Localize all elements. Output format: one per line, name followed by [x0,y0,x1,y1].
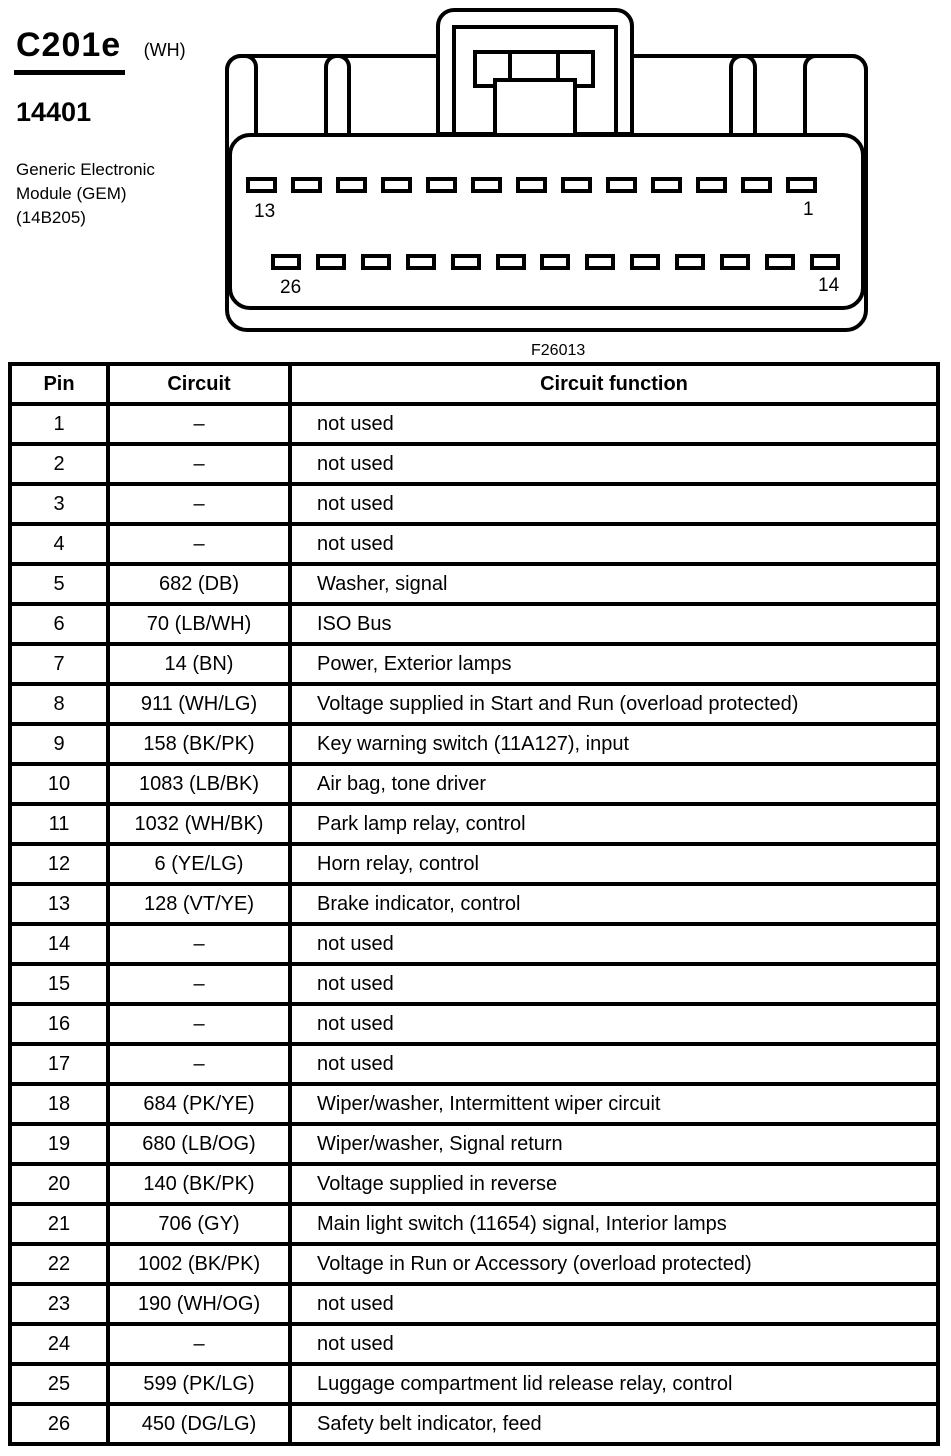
pin-cell: 16 [10,1004,108,1044]
pin-cell: 26 [10,1404,108,1444]
circuit-cell: – [108,964,290,1004]
pin-13-label: 13 [254,201,276,222]
function-cell: Voltage in Run or Accessory (overload protected) [290,1244,938,1284]
pin-cell: 4 [10,524,108,564]
circuit-cell: 140 (BK/PK) [108,1164,290,1204]
pin-slot [741,177,772,193]
table-row [10,604,938,644]
function-cell: Brake indicator, control [290,884,938,924]
pin-slot [585,254,615,270]
circuit-cell: 128 (VT/YE) [108,884,290,924]
circuit-cell: 190 (WH/OG) [108,1284,290,1324]
function-cell: Wiper/washer, Intermittent wiper circuit [290,1084,938,1124]
pin-slot [406,254,436,270]
function-cell: not used [290,1324,938,1364]
pin-cell: 21 [10,1204,108,1244]
pin-cell: 22 [10,1244,108,1284]
table-row [10,484,938,524]
pin-cell: 25 [10,1364,108,1404]
pin-slot [451,254,481,270]
circuit-cell: – [108,924,290,964]
pin-slot [810,254,840,270]
pin-slot [786,177,817,193]
circuit-cell: 680 (LB/OG) [108,1124,290,1164]
function-cell: Safety belt indicator, feed [290,1404,938,1444]
function-cell: not used [290,924,938,964]
circuit-cell: – [108,524,290,564]
circuit-cell: 450 (DG/LG) [108,1404,290,1444]
pin-slot [496,254,526,270]
function-cell: not used [290,964,938,1004]
pin-slot [651,177,682,193]
pin-slot [675,254,705,270]
table-row [10,1084,938,1124]
table-row [10,964,938,1004]
function-cell: Main light switch (11654) signal, Interior lamps [290,1204,938,1244]
function-cell: Air bag, tone driver [290,764,938,804]
table-row [10,764,938,804]
function-cell: not used [290,444,938,484]
housing-tab-right [803,54,868,135]
circuit-cell: – [108,1004,290,1044]
pinout-table-grid [8,362,940,1446]
function-cell: not used [290,484,938,524]
circuit-cell: 6 (YE/LG) [108,844,290,884]
housing-tab-2 [324,54,351,135]
table-header-row [10,364,938,404]
pin-slot [426,177,457,193]
title-block [14,26,186,230]
pin-cell: 15 [10,964,108,1004]
table-row [10,884,938,924]
table-row [10,1124,938,1164]
circuit-cell: 706 (GY) [108,1204,290,1244]
pin-cell: 7 [10,644,108,684]
function-cell: not used [290,1284,938,1324]
module-name-block [14,158,186,230]
pin-cell: 24 [10,1324,108,1364]
column-header-pin: Pin [10,364,108,404]
module-name-line-2: Module (GEM) [16,184,127,203]
pin-slot [381,177,412,193]
part-number-label: 14401 [16,97,92,127]
circuit-cell: 1002 (BK/PK) [108,1244,290,1284]
circuit-cell: – [108,404,290,444]
pinout-table-body [10,404,938,1444]
pin-slot [316,254,346,270]
table-row [10,1244,938,1284]
column-header-function: Circuit function [290,364,938,404]
pin-slot [516,177,547,193]
module-name-line-1: Generic Electronic [16,160,155,179]
circuit-cell: – [108,1324,290,1364]
pin-slot [246,177,277,193]
pin-14-label: 14 [818,275,840,296]
latch-center-tab [493,78,577,137]
function-cell: Horn relay, control [290,844,938,884]
table-row [10,444,938,484]
table-row [10,1044,938,1084]
function-cell: Wiper/washer, Signal return [290,1124,938,1164]
pin-slot [540,254,570,270]
function-cell: Luggage compartment lid release relay, control [290,1364,938,1404]
pin-cell: 2 [10,444,108,484]
connector-id-label: C201e [14,26,125,75]
figure-id-label: F26013 [531,342,586,359]
table-row [10,1364,938,1404]
table-row [10,844,938,884]
table-row [10,1284,938,1324]
pin-cell: 19 [10,1124,108,1164]
connector-color-label: (WH) [143,40,186,60]
pin-slot [606,177,637,193]
pin-slot [630,254,660,270]
pin-slot [765,254,795,270]
pin-row-top [246,177,817,193]
function-cell: Voltage supplied in reverse [290,1164,938,1204]
table-row [10,524,938,564]
pin-cell: 9 [10,724,108,764]
pin-row-bottom [271,254,840,270]
pin-slot [271,254,301,270]
function-cell: Voltage supplied in Start and Run (overload protected) [290,684,938,724]
pin-slot [561,177,592,193]
column-header-circuit: Circuit [108,364,290,404]
function-cell: not used [290,1004,938,1044]
function-cell: Park lamp relay, control [290,804,938,844]
circuit-cell: 684 (PK/YE) [108,1084,290,1124]
table-row [10,684,938,724]
table-row [10,804,938,844]
pin-cell: 14 [10,924,108,964]
function-cell: ISO Bus [290,604,938,644]
circuit-cell: 682 (DB) [108,564,290,604]
circuit-cell: 14 (BN) [108,644,290,684]
module-name-line-3: (14B205) [16,208,86,227]
pin-cell: 17 [10,1044,108,1084]
table-row [10,1164,938,1204]
function-cell: Washer, signal [290,564,938,604]
circuit-cell: 911 (WH/LG) [108,684,290,724]
function-cell: not used [290,524,938,564]
table-row [10,724,938,764]
pin-1-label: 1 [803,199,814,220]
function-cell: Key warning switch (11A127), input [290,724,938,764]
circuit-cell: 599 (PK/LG) [108,1364,290,1404]
pin-slot [696,177,727,193]
circuit-cell: – [108,444,290,484]
circuit-cell: 70 (LB/WH) [108,604,290,644]
table-row [10,564,938,604]
circuit-cell: 1032 (WH/BK) [108,804,290,844]
table-row [10,1404,938,1444]
pin-cell: 18 [10,1084,108,1124]
table-row [10,1324,938,1364]
pin-cell: 5 [10,564,108,604]
pin-cell: 20 [10,1164,108,1204]
pin-cell: 12 [10,844,108,884]
circuit-cell: – [108,484,290,524]
pin-slot [291,177,322,193]
function-cell: not used [290,404,938,444]
pinout-table [8,362,940,1446]
pin-slot [361,254,391,270]
pin-cell: 23 [10,1284,108,1324]
pin-slot [720,254,750,270]
pin-slot [336,177,367,193]
table-row [10,1004,938,1044]
circuit-cell: 158 (BK/PK) [108,724,290,764]
connector-face [228,133,865,310]
pin-cell: 1 [10,404,108,444]
pin-slot [471,177,502,193]
pin-cell: 8 [10,684,108,724]
pin-cell: 11 [10,804,108,844]
table-row [10,924,938,964]
housing-tab-left [225,54,258,135]
table-row [10,644,938,684]
table-row [10,404,938,444]
housing-tab-3 [729,54,757,135]
pin-cell: 10 [10,764,108,804]
pin-cell: 3 [10,484,108,524]
pin-cell: 13 [10,884,108,924]
pin-26-label: 26 [280,277,302,298]
circuit-cell: – [108,1044,290,1084]
function-cell: not used [290,1044,938,1084]
pin-cell: 6 [10,604,108,644]
table-row [10,1204,938,1244]
function-cell: Power, Exterior lamps [290,644,938,684]
circuit-cell: 1083 (LB/BK) [108,764,290,804]
